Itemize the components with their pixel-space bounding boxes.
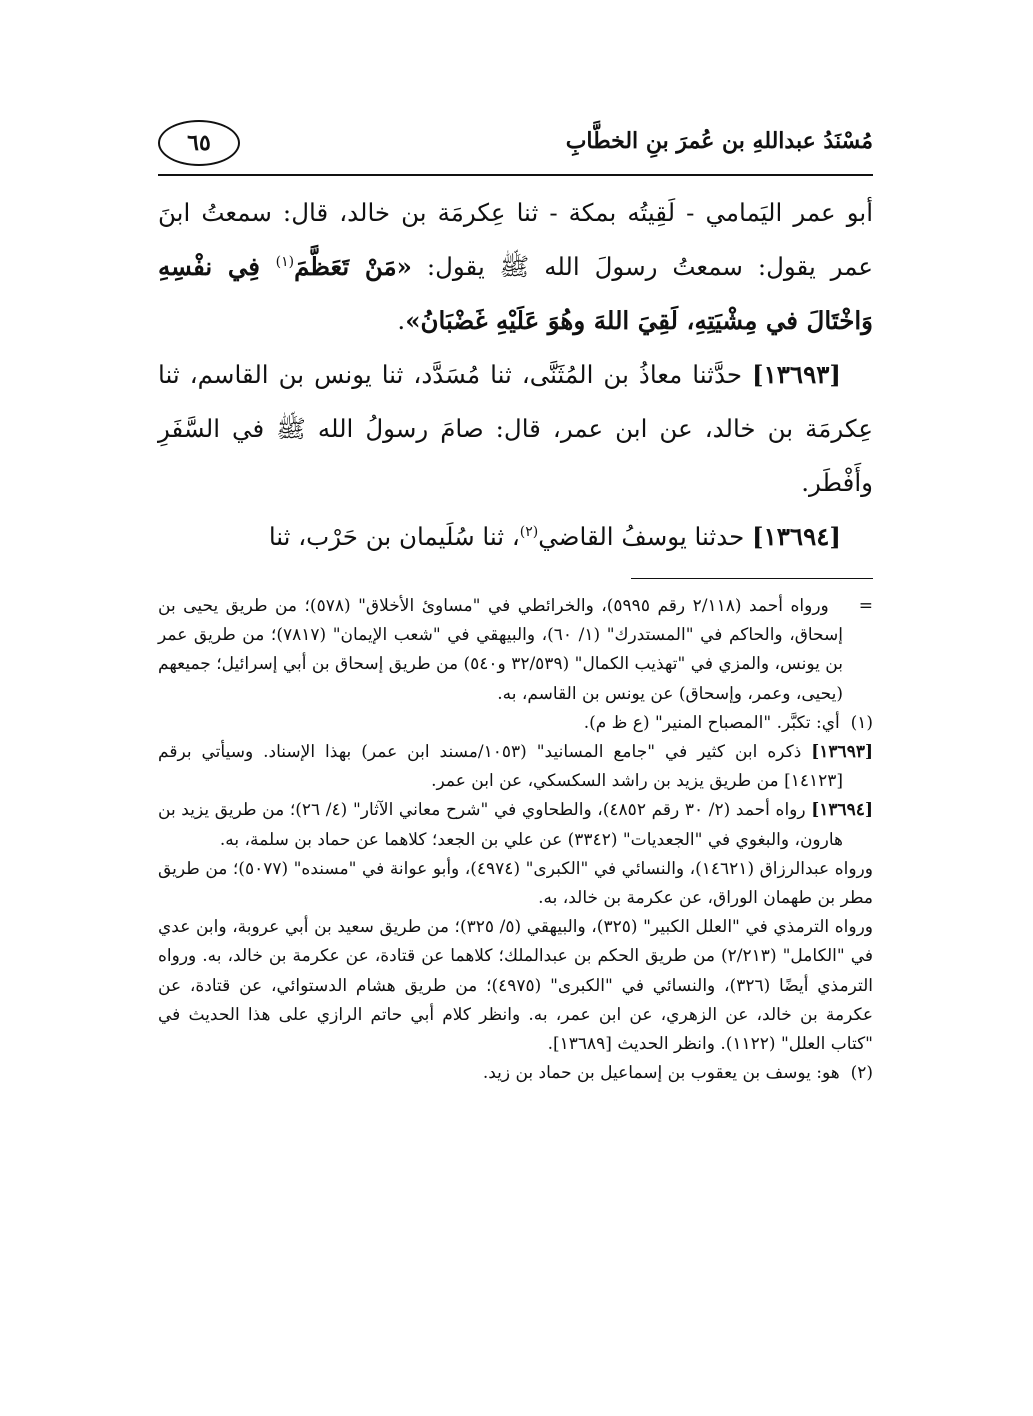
footnote-1 xyxy=(158,709,873,738)
footnote-ref-1[interactable]: (١) xyxy=(275,253,295,270)
footnote-ref-2[interactable]: (٢) xyxy=(519,523,539,540)
footnote-2-marker: (٢) xyxy=(850,1063,873,1084)
footnote-13694-paragraph-3: ورواه الترمذي في "العلل الكبير" (٣٢٥)، والبيهقي (٥/ ٣٢٥)؛ من طريق سعيد بن أبي عروبة، وابن عدي في "الكامل" (٢/٢١٣) من طريق الحكم بن عبدالملك؛ كلاهما عن قتادة، عن عكرمة بن خالد، به. ورواه الترمذي أيضًا (٣٢٦)، والنسائي في "الكبرى" (٤٩٧٥)؛ من طريق هشام الدستوائي، عن قتادة، عن عكرمة بن خالد، عن الزهري، عن ابن عمر، به. وانظر كلام أبي حاتم الرازي على هذا الحديث في "كتاب العلل" (١١٢٢). وانظر الحديث [١٣٦٨٩]. xyxy=(158,917,873,1055)
continuation-marker: = xyxy=(858,596,873,616)
hadith-number-13693: [١٣٦٩٣] xyxy=(752,360,841,389)
hadith-13694 xyxy=(158,510,873,564)
hadith-13694-text-end: ، ثنا سُلَيمان بن حَرْب، ثنا xyxy=(268,522,520,551)
narration-chain: أبو عمر اليَمامي - لَقِيتُه بمكة - ثنا عِكرمَة بن خالد، قال: سمعتُ ابنَ عمر يقول: سمعتُ رسولَ الله ﷺ يقول: xyxy=(158,198,873,281)
continuation-text: ورواه أحمد (٢/١١٨ رقم ٥٩٩٥)، والخرائطي في "مساوئ الأخلاق" (٥٧٨)؛ من طريق يحيى بن إسحاق، والحاكم في "المستدرك" (١/ ٦٠)، والبيهقي في "شعب الإيمان" (٧٨١٧)؛ من طريق عمر بن يونس، والمزي في "تهذيب الكمال" (٣٢/٥٣٩ و٥٤٠) من طريق إسحاق بن أبي إسرائيل؛ جميعهم (يحيى، وعمر، وإسحاق) عن يونس بن القاسم، به. xyxy=(158,596,844,704)
footnote-13694-number: [١٣٦٩٤] xyxy=(811,800,873,821)
paragraph-continuation xyxy=(158,186,873,348)
footnote-13693-text: ذكره ابن كثير في "جامع المسانيد" (١٠٥٣/مسند ابن عمر) بهذا الإسناد. وسيأتي برقم [١٤١٢٣] من طريق يزيد بن راشد السكسكي، عن ابن عمر. xyxy=(158,742,843,792)
footnote-2 xyxy=(158,1059,873,1088)
footnote-13693 xyxy=(158,738,873,796)
footnote-13694-paragraph-2: ورواه عبدالرزاق (١٤٦٢١)، والنسائي في "الكبرى" (٤٩٧٤)، وأبو عوانة في "مسنده" (٥٠٧٧)؛ من طريق مطر بن طهمان الوراق، عن عكرمة بن خالد، به. xyxy=(158,858,873,909)
hadith-number-13694: [١٣٦٩٤] xyxy=(752,522,841,551)
hadith-13693 xyxy=(158,348,873,510)
footnote-13694 xyxy=(158,796,873,854)
footnote-divider xyxy=(631,578,873,579)
footnote-continuation xyxy=(158,592,873,709)
running-title: مُسْنَدُ عبداللهِ بن عُمرَ بنِ الخطَّابِ xyxy=(565,128,873,154)
hadith-13693-text: حدَّثنا معاذُ بن المُثَنَّى، ثنا مُسَدَّد، ثنا يونس بن القاسم، ثنا عِكرمَة بن خالد، عن ابن عمر، قال: صامَ رسولُ الله ﷺ في السَّفَرِ وأَفْطَر. xyxy=(158,360,873,497)
hadith-text-start: «مَنْ تَعَظَّمَ xyxy=(294,252,412,281)
page-number-badge: ٦٥ xyxy=(158,120,240,166)
footnotes xyxy=(158,592,873,1088)
footnote-1-text: أي: تكبَّر. "المصباح المنير" (ع ظ م). xyxy=(583,712,840,733)
footnote-2-text: هو: يوسف بن يعقوب بن إسماعيل بن حماد بن زيد. xyxy=(482,1063,840,1084)
page-header xyxy=(158,118,873,178)
header-divider xyxy=(158,174,873,176)
footnote-13694-text: رواه أحمد (٢/ ٣٠ رقم ٤٨٥٢)، والطحاوي في "شرح معاني الآثار" (٤/ ٢٦)؛ من طريق يزيد بن هارون، والبغوي في "الجعديات" (٣٣٤٢) عن علي بن الجعد؛ كلاهما عن حماد بن سلمة، به. xyxy=(158,800,843,850)
sentence-end: . xyxy=(397,306,406,335)
footnote-1-marker: (١) xyxy=(850,712,873,733)
hadith-13694-text-start: حدثنا يوسفُ القاضي xyxy=(538,522,753,551)
main-text xyxy=(158,186,873,564)
footnote-13693-number: [١٣٦٩٣] xyxy=(811,742,873,763)
hadith-text-end: فِي نفْسِهِ وَاخْتَالَ في مِشْيَتِهِ، لَقِيَ اللهَ وهُوَ عَلَيْهِ غَضْبَانُ» xyxy=(158,252,873,335)
